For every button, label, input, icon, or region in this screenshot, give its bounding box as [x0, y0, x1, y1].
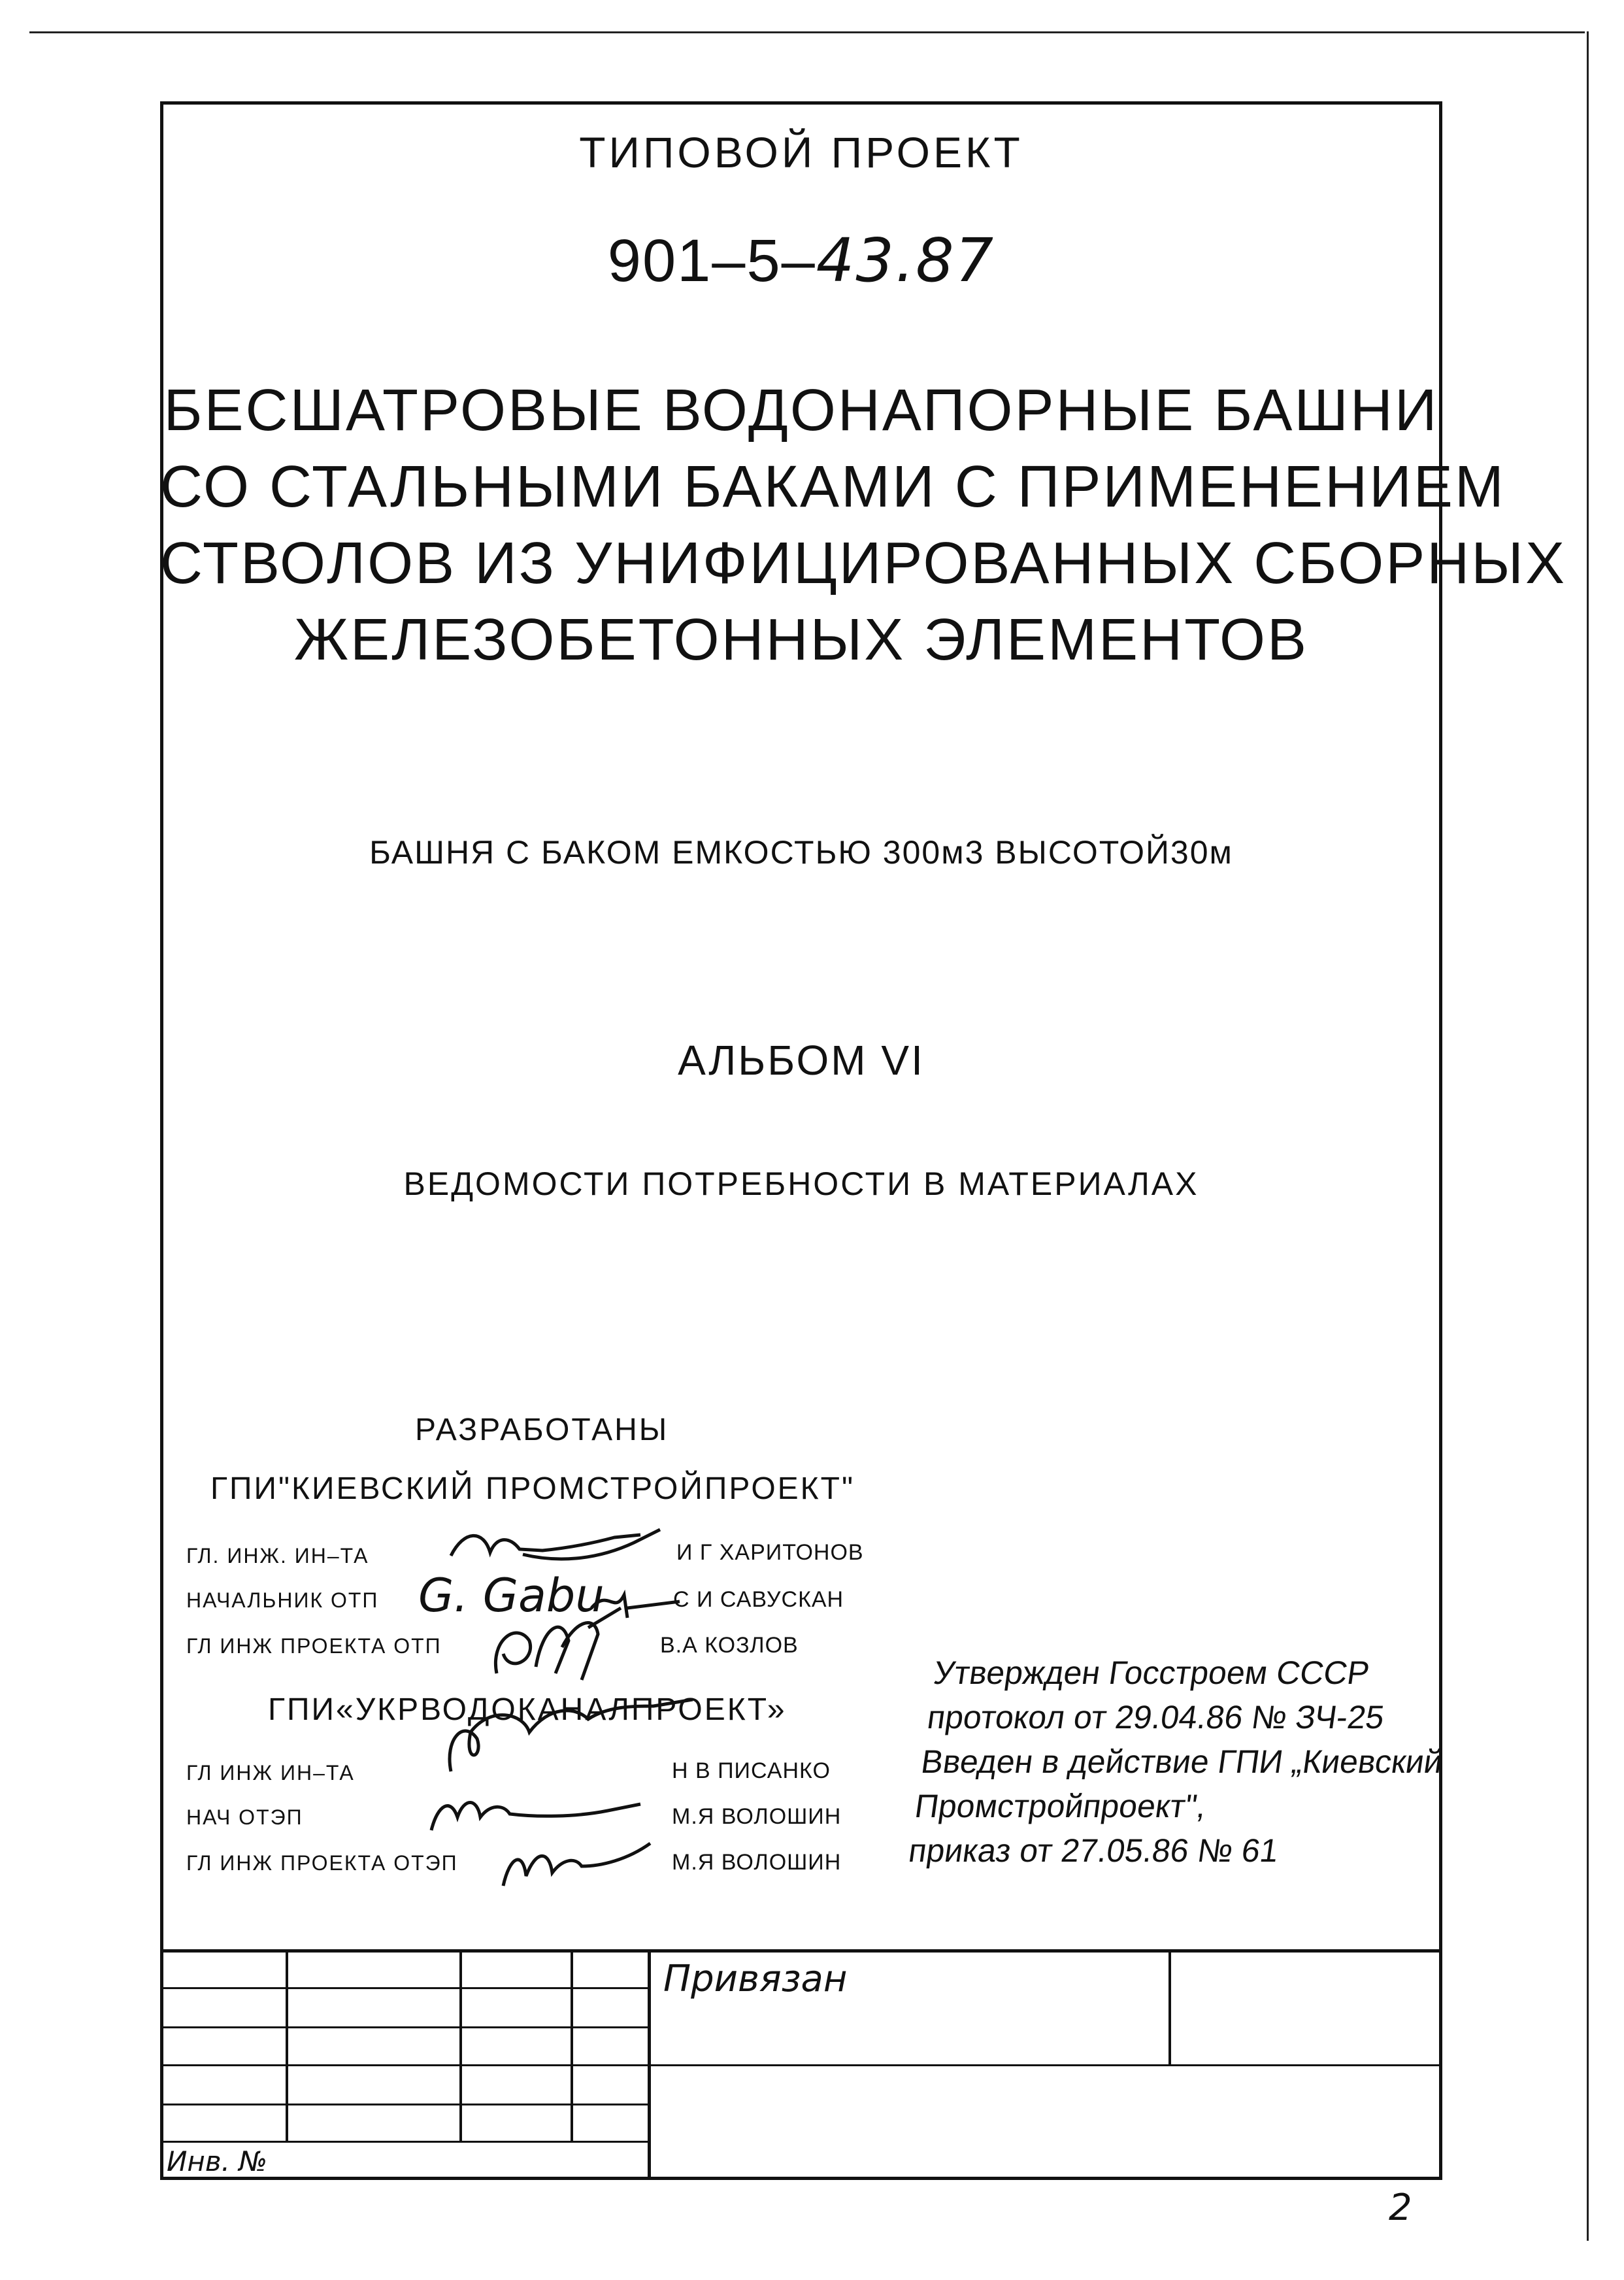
- project-number-handwritten: 43.87: [816, 226, 995, 295]
- signature-2: G. Gabu: [418, 1569, 605, 1622]
- stamp-col-line: [286, 1949, 288, 2143]
- stamp-row-line: [160, 2104, 648, 2105]
- org1-role-3: ГЛ ИНЖ ПРОЕКТА ОТП: [186, 1634, 442, 1658]
- scan-top-edge: [29, 31, 1585, 33]
- org1-person-2: С И САВУСКАН: [673, 1587, 844, 1612]
- approval-line: Введен в действие ГПИ „Киевский: [919, 1743, 1446, 1780]
- title-line: ЖЕЛЕЗОБЕТОННЫХ ЭЛЕМЕНТОВ: [293, 607, 1309, 673]
- document-title: [160, 373, 1567, 679]
- stamp-row-line: [160, 2026, 648, 2028]
- tower-subtitle: БАШНЯ С БАКОМ ЕМКОСТЬЮ 300м3 ВЫСОТОЙ30м: [369, 834, 1233, 871]
- project-type-label: ТИПОВОЙ ПРОЕКТ: [579, 128, 1023, 176]
- page-number: 2: [1389, 2187, 1412, 2229]
- org1-role-1: ГЛ. ИНЖ. ИН–ТА: [186, 1544, 369, 1568]
- signature-3: [484, 1601, 627, 1686]
- org2-name: ГПИ«УКРВОДОКАНАЛПРОЕКТ»: [268, 1692, 787, 1727]
- signature-4: [425, 1693, 699, 1785]
- org1-person-3: В.А КОЗЛОВ: [660, 1633, 799, 1658]
- signature-1: [444, 1523, 667, 1575]
- stamp-row-line: [160, 1987, 648, 1989]
- org2-role-3: ГЛ ИНЖ ПРОЕКТА ОТЭП: [186, 1851, 458, 1875]
- org1-name: ГПИ"КИЕВСКИЙ ПРОМСТРОЙПРОЕКТ": [210, 1471, 855, 1506]
- inventory-label: Инв. №: [167, 2145, 268, 2177]
- approval-line: Утвержден Госстроем СССР: [931, 1654, 1372, 1691]
- title-line: БЕСШАТРОВЫЕ ВОДОНАПОРНЫЕ БАШНИ: [163, 378, 1439, 443]
- project-number-printed: 901–5–: [607, 227, 816, 294]
- stamp-col-line: [648, 1949, 651, 2178]
- stamp-row-line: [160, 2141, 648, 2143]
- approval-line: приказ от 27.05.86 № 61: [906, 1832, 1281, 1869]
- signature-6: [497, 1830, 654, 1896]
- stamp-col-line: [459, 1949, 462, 2143]
- stamp-col-line: [1168, 1949, 1171, 2066]
- org2-role-1: ГЛ ИНЖ ИН–ТА: [186, 1761, 355, 1785]
- attached-label: Привязан: [663, 1958, 848, 2000]
- org2-role-2: НАЧ ОТЭП: [186, 1805, 303, 1829]
- approval-note: [906, 1651, 1458, 1873]
- developed-label: РАЗРАБОТАНЫ: [415, 1413, 669, 1447]
- album-subject: ВЕДОМОСТИ ПОТРЕБНОСТИ В МАТЕРИАЛАХ: [403, 1165, 1199, 1202]
- project-number: [160, 226, 1442, 295]
- stamp-top-border: [160, 1949, 1442, 1953]
- org1-role-2: НАЧАЛЬНИК ОТП: [186, 1588, 379, 1612]
- approval-line: протокол от 29.04.86 № ЗЧ-25: [925, 1699, 1387, 1735]
- scan-right-edge: [1587, 31, 1589, 2241]
- album-title: АЛЬБОМ VI: [678, 1037, 925, 1084]
- stamp-col-line: [571, 1949, 573, 2143]
- org2-person-2: М.Я ВОЛОШИН: [672, 1804, 842, 1829]
- approval-line: Промстройпроект",: [912, 1788, 1209, 1824]
- org2-person-1: Н В ПИСАНКО: [672, 1758, 831, 1783]
- org1-person-1: И Г ХАРИТОНОВ: [676, 1540, 864, 1565]
- org2-person-3: М.Я ВОЛОШИН: [672, 1850, 842, 1875]
- title-line: СТВОЛОВ ИЗ УНИФИЦИРОВАННЫХ СБОРНЫХ: [160, 531, 1567, 596]
- stamp-row-line: [160, 2064, 1442, 2066]
- title-line: СО СТАЛЬНЫМИ БАКАМИ С ПРИМЕНЕНИЕМ: [160, 454, 1506, 520]
